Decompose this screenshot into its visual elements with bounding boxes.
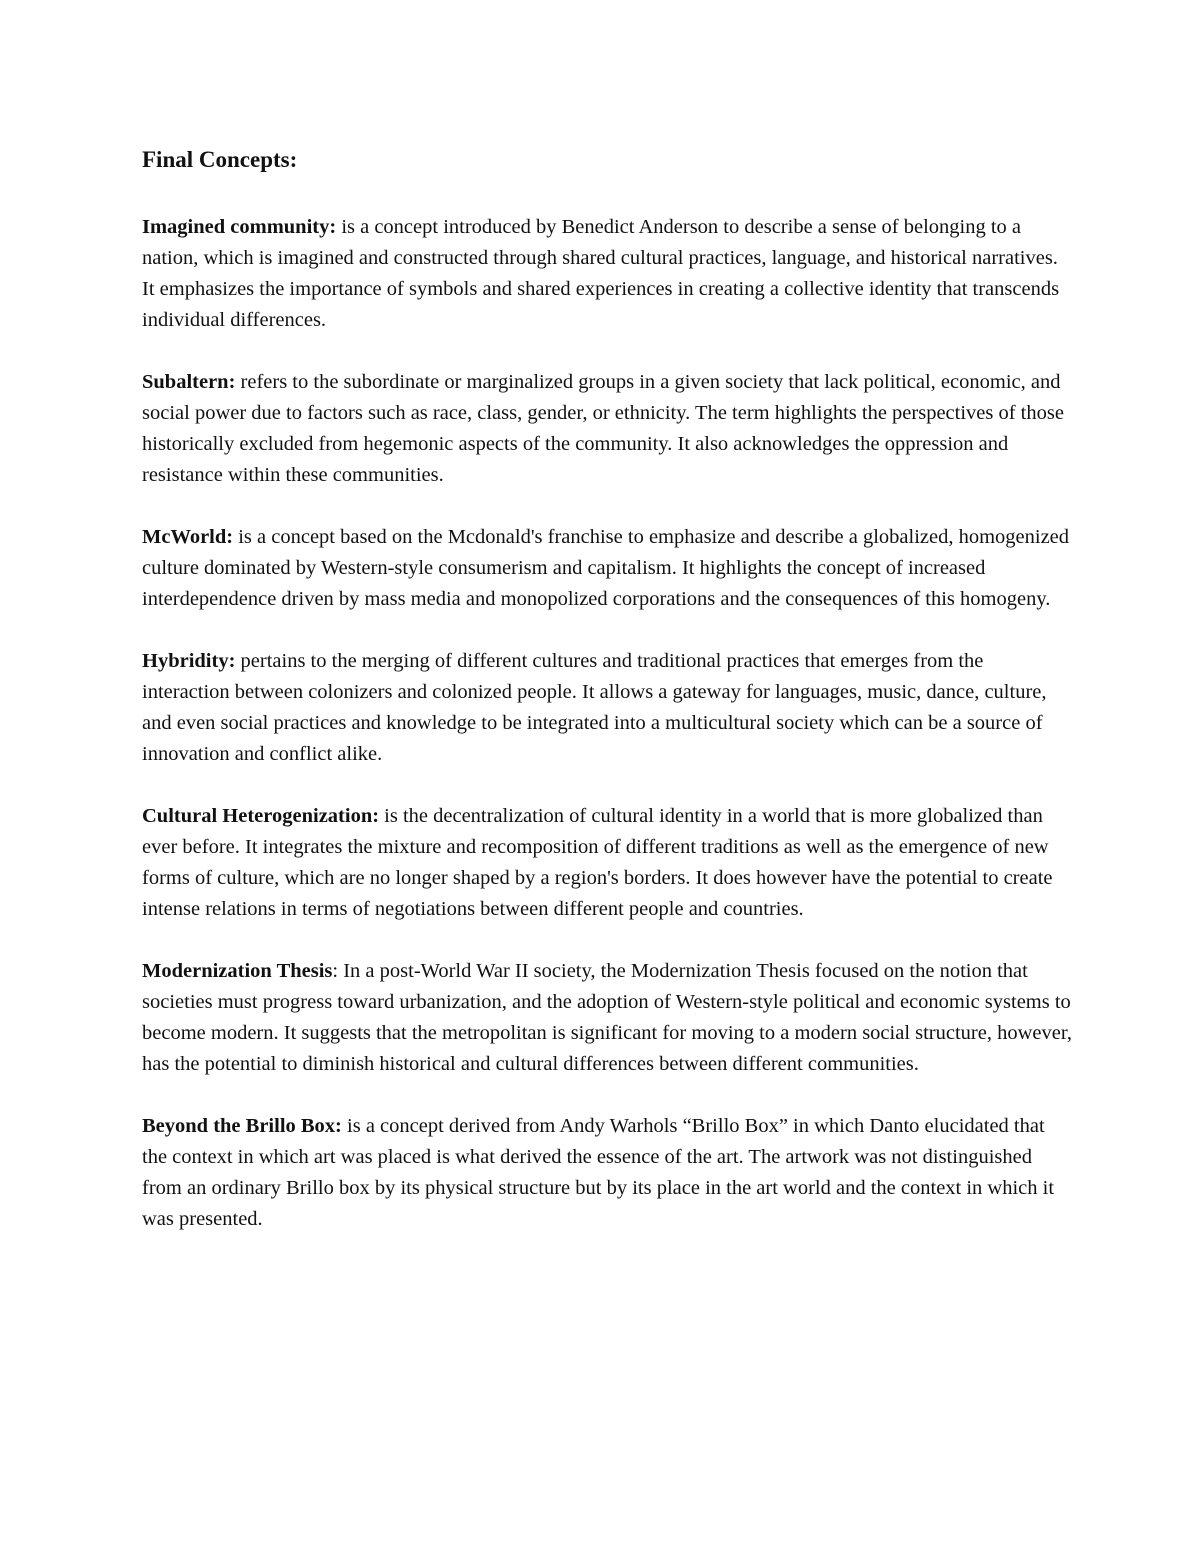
concept-hybridity — [142, 646, 1072, 770]
document-page — [142, 142, 1072, 1266]
concept-term: Cultural Heterogenization: — [142, 805, 380, 827]
concept-term: Hybridity: — [142, 650, 236, 672]
concept-definition: pertains to the merging of different cultures and traditional practices that emerges from the interaction between colonizers and colonized people. It allows a gateway for languages, music, dance, culture, and even social practices and knowledge to be integrated into a multicultural society which can be a source of innovation and conflict alike. — [142, 650, 1047, 765]
concept-term: Modernization Thesis — [142, 960, 333, 982]
concept-term: Subaltern: — [142, 371, 236, 393]
concept-definition: is a concept introduced by Benedict Anderson to describe a sense of belonging to a nation, which is imagined and constructed through shared cultural practices, language, and historical narratives. It emphasizes the importance of symbols and shared experiences in creating a collective identity that transcends individual differences. — [142, 216, 1060, 331]
concept-imagined-community — [142, 212, 1072, 336]
concept-mcworld — [142, 522, 1072, 615]
concept-definition: refers to the subordinate or marginalized groups in a given society that lack political, economic, and social power due to factors such as race, class, gender, or ethnicity. The term highlights the perspectives of those historically excluded from hegemonic aspects of the community. It also acknowledges the oppression and resistance within these communities. — [142, 371, 1064, 486]
concept-cultural-heterogenization — [142, 801, 1072, 925]
concept-term: Beyond the Brillo Box: — [142, 1115, 342, 1137]
concept-term: Imagined community: — [142, 216, 337, 238]
concept-subaltern — [142, 367, 1072, 491]
concept-term: McWorld: — [142, 526, 234, 548]
concept-definition: is a concept derived from Andy Warhols “Brillo Box” in which Danto elucidated that the context in which art was placed is what derived the essence of the art. The artwork was not distinguished from an ordinary Brillo box by its physical structure but by its place in the art world and the context in which it was presented. — [142, 1115, 1055, 1230]
concept-definition: : In a post-World War II society, the Modernization Thesis focused on the notion that societies must progress toward urbanization, and the adoption of Western-style political and economic systems to become modern. It suggests that the metropolitan is significant for moving to a modern social structure, however, has the potential to diminish historical and cultural differences between different communities. — [142, 960, 1072, 1075]
concept-beyond-the-brillo-box — [142, 1111, 1072, 1235]
document-title: Final Concepts: — [142, 147, 298, 172]
concept-modernization-thesis — [142, 956, 1072, 1080]
concept-definition: is a concept based on the Mcdonald's franchise to emphasize and describe a globalized, homogenized culture dominated by Western-style consumerism and capitalism. It highlights the concept of increased interdependence driven by mass media and monopolized corporations and the consequences of this homogeny. — [142, 526, 1070, 610]
concept-definition: is the decentralization of cultural identity in a world that is more globalized than ever before. It integrates the mixture and recomposition of different traditions as well as the emergence of new forms of culture, which are no longer shaped by a region's borders. It does however have the potential to create intense relations in terms of negotiations between different people and countries. — [142, 805, 1053, 920]
